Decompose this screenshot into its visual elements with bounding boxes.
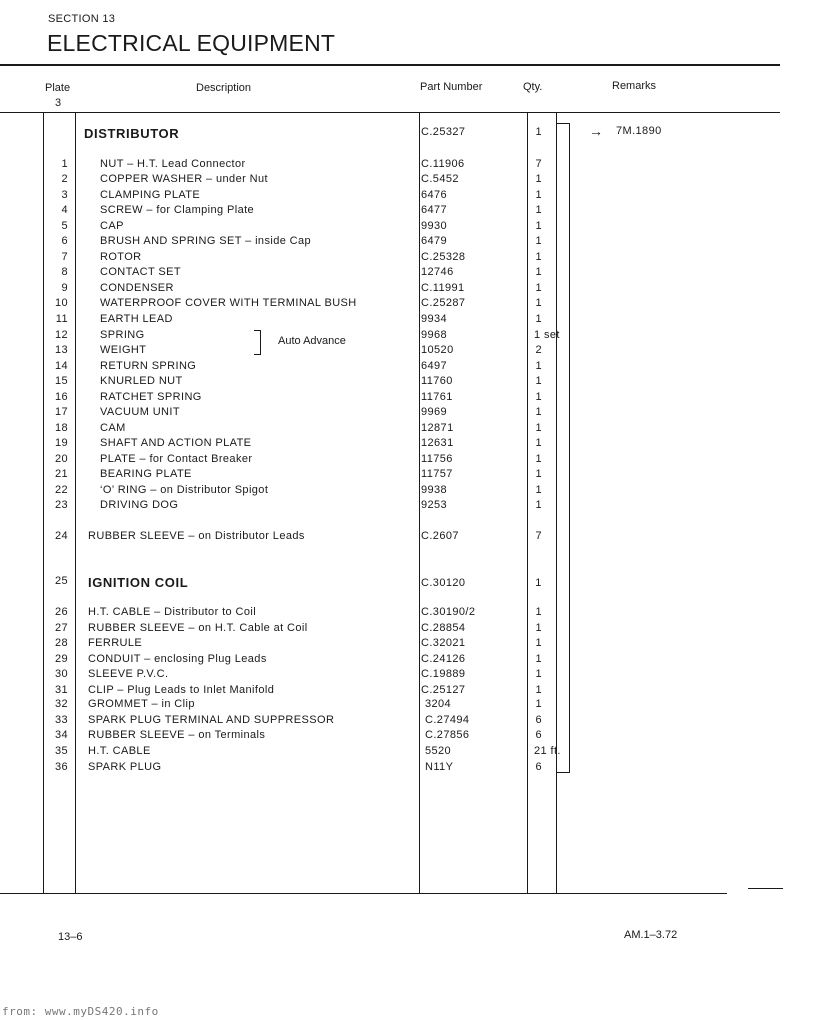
plate-number: 17 — [54, 406, 68, 418]
plate-number: 21 — [54, 468, 68, 480]
remark-arrow: → — [589, 123, 603, 139]
table-row — [0, 499, 816, 514]
plate-number: 2 — [61, 173, 68, 185]
table-row — [0, 344, 816, 359]
plate-number: 30 — [54, 668, 68, 680]
plate-number: 11 — [55, 313, 68, 325]
header-description: Description — [196, 82, 252, 94]
plate-number: 4 — [61, 204, 68, 216]
plate-number: 31 — [54, 684, 68, 696]
header-plate: Plate — [45, 82, 71, 94]
table-row — [0, 668, 816, 683]
part-number: 6476 — [421, 189, 448, 201]
plate-number: 22 — [54, 484, 68, 496]
part-qty: 1 — [535, 173, 542, 185]
part-qty: 1 — [535, 622, 542, 634]
part-number: C.11991 — [421, 282, 465, 294]
part-description: WEIGHT — [100, 344, 147, 356]
part-number: C.5452 — [421, 173, 459, 185]
plate-number: 5 — [61, 220, 68, 232]
part-description: CONDUIT – enclosing Plug Leads — [88, 653, 267, 665]
plate-number: 16 — [54, 391, 68, 403]
table-row — [0, 251, 816, 266]
table-row — [0, 698, 816, 713]
part-number: 10520 — [421, 344, 454, 356]
part-qty: 1 — [535, 484, 542, 496]
header-remarks: Remarks — [612, 80, 657, 92]
part-qty: 1 — [535, 453, 542, 465]
table-row — [0, 220, 816, 235]
part-description: SHAFT AND ACTION PLATE — [100, 437, 252, 449]
table-row — [0, 622, 816, 637]
table-row — [0, 297, 816, 312]
table-row — [0, 530, 816, 545]
part-qty: 1 — [535, 422, 542, 434]
table-row — [0, 158, 816, 173]
part-description: RUBBER SLEEVE – on Distributor Leads — [88, 530, 305, 542]
table-row — [0, 266, 816, 281]
part-number: C.28854 — [421, 622, 466, 634]
part-description: CAP — [100, 220, 124, 232]
plate-number: 27 — [54, 622, 68, 634]
plate-number: 19 — [54, 437, 68, 449]
plate-number: 34 — [54, 729, 68, 741]
plate-number: 1 — [61, 158, 68, 170]
part-number: C.25127 — [421, 684, 466, 696]
part-qty: 1 — [535, 251, 542, 263]
table-row — [0, 422, 816, 437]
part-description: SPARK PLUG TERMINAL AND SUPPRESSOR — [88, 714, 335, 726]
plate-number: 32 — [54, 698, 68, 710]
plate-number: 6 — [61, 235, 68, 247]
part-description: DRIVING DOG — [100, 499, 179, 511]
part-description: SPRING — [100, 329, 145, 341]
part-qty: 7 — [535, 158, 542, 170]
part-qty: 1 — [535, 606, 542, 618]
part-qty: 1 — [535, 406, 542, 418]
part-number: C.24126 — [421, 653, 466, 665]
table-row — [0, 684, 816, 699]
table-row — [0, 468, 816, 483]
part-number: 9968 — [421, 329, 448, 341]
part-description: BRUSH AND SPRING SET – inside Cap — [100, 235, 312, 247]
part-qty: 7 — [535, 530, 542, 542]
part-qty: 1 — [535, 266, 542, 278]
part-description: FERRULE — [88, 637, 143, 649]
part-description: PLATE – for Contact Breaker — [100, 453, 253, 465]
table-row — [0, 189, 816, 204]
table-row — [0, 729, 816, 744]
watermark: from: www.myDS420.info — [2, 1005, 159, 1018]
remark-text: 7M.1890 — [616, 125, 662, 137]
plate-number: 35 — [54, 745, 68, 757]
part-number: C.25328 — [421, 251, 466, 263]
top-rule — [0, 64, 780, 66]
part-number: C.27494 — [425, 714, 470, 726]
part-description: RUBBER SLEEVE – on Terminals — [88, 729, 266, 741]
part-number: N11Y — [425, 761, 454, 773]
part-description: ROTOR — [100, 251, 142, 263]
table-row — [0, 575, 816, 590]
group-heading-distributor-values — [0, 126, 816, 141]
table-row — [0, 282, 816, 297]
plate-number: 13 — [54, 344, 68, 356]
amendment-code: AM.1–3.72 — [624, 929, 678, 941]
table-row — [0, 637, 816, 652]
bottom-rule — [0, 893, 727, 894]
part-description: CONTACT SET — [100, 266, 181, 278]
part-qty: 1 — [535, 668, 542, 680]
table-row — [0, 391, 816, 406]
part-description: VACUUM UNIT — [100, 406, 180, 418]
table-row — [0, 453, 816, 468]
part-number: 12746 — [421, 266, 454, 278]
group-description: DISTRIBUTOR — [84, 126, 180, 141]
plate-number: 20 — [54, 453, 68, 465]
part-description: CAM — [100, 422, 126, 434]
part-qty: 1 — [535, 637, 542, 649]
part-number: 9930 — [421, 220, 448, 232]
part-number: 6497 — [421, 360, 448, 372]
part-qty: 1 — [535, 653, 542, 665]
part-number: 9969 — [421, 406, 448, 418]
part-number: 11756 — [421, 453, 453, 465]
plate-number: 28 — [54, 637, 68, 649]
part-number: 6479 — [421, 235, 448, 247]
plate-number: 9 — [61, 282, 68, 294]
part-qty: 1 — [535, 282, 542, 294]
plate-number: 23 — [54, 499, 68, 511]
part-description: RATCHET SPRING — [100, 391, 202, 403]
plate-number: 29 — [54, 653, 68, 665]
part-qty: 1 — [535, 189, 542, 201]
plate-number: 3 — [61, 189, 68, 201]
part-description: COPPER WASHER – under Nut — [100, 173, 268, 185]
plate-number: 7 — [61, 251, 68, 263]
part-number: C.11906 — [421, 158, 465, 170]
part-number: C.2607 — [421, 530, 459, 542]
table-row — [0, 375, 816, 390]
part-number: 5520 — [425, 745, 452, 757]
part-number: C.25287 — [421, 297, 466, 309]
part-description: BEARING PLATE — [100, 468, 192, 480]
plate-number: 24 — [54, 530, 68, 542]
part-description: GROMMET – in Clip — [88, 698, 195, 710]
part-qty: 1 — [535, 577, 542, 589]
table-row — [0, 745, 816, 760]
part-description: RETURN SPRING — [100, 360, 197, 372]
part-number: 6477 — [421, 204, 448, 216]
part-description: SPARK PLUG — [88, 761, 162, 773]
part-qty: 1 — [535, 375, 542, 387]
part-description: RUBBER SLEEVE – on H.T. Cable at Coil — [88, 622, 308, 634]
group-qty: 1 — [535, 126, 542, 138]
table-row — [0, 761, 816, 776]
part-qty: 1 — [535, 297, 542, 309]
section-label: SECTION 13 — [48, 13, 116, 25]
part-number: C.32021 — [421, 637, 466, 649]
part-qty: 1 — [535, 220, 542, 232]
part-number: C.30190/2 — [421, 606, 476, 618]
part-description: EARTH LEAD — [100, 313, 173, 325]
plate-number: 12 — [54, 329, 68, 341]
part-number: 12631 — [421, 437, 454, 449]
part-description: NUT – H.T. Lead Connector — [100, 158, 246, 170]
part-description: WATERPROOF COVER WITH TERMINAL BUSH — [100, 297, 357, 309]
part-description: H.T. CABLE — [88, 745, 151, 757]
part-description: IGNITION COIL — [88, 575, 189, 590]
table-row — [0, 606, 816, 621]
plate-number: 8 — [61, 266, 68, 278]
group-part-number: C.25327 — [421, 126, 466, 138]
part-number: 3204 — [425, 698, 452, 710]
part-number: C.19889 — [421, 668, 466, 680]
part-description: KNURLED NUT — [100, 375, 183, 387]
part-qty: 1 — [535, 360, 542, 372]
part-qty: 21 ft. — [534, 745, 561, 757]
part-number: 9934 — [421, 313, 448, 325]
table-row — [0, 714, 816, 729]
plate-number: 26 — [54, 606, 68, 618]
part-qty: 1 — [535, 698, 542, 710]
table-row — [0, 653, 816, 668]
part-description: CLAMPING PLATE — [100, 189, 201, 201]
table-row — [0, 360, 816, 375]
table-row — [0, 484, 816, 499]
part-qty: 1 set — [534, 329, 560, 341]
part-description: SCREW – for Clamping Plate — [100, 204, 255, 216]
table-row — [0, 437, 816, 452]
part-qty: 1 — [535, 468, 542, 480]
table-row — [0, 406, 816, 421]
plate-number: 14 — [54, 360, 68, 372]
table-row — [0, 235, 816, 250]
plate-number: 36 — [54, 761, 68, 773]
table-row — [0, 204, 816, 219]
part-number: 9938 — [421, 484, 448, 496]
part-number: 12871 — [421, 422, 454, 434]
part-description: H.T. CABLE – Distributor to Coil — [88, 606, 257, 618]
part-description: CONDENSER — [100, 282, 174, 294]
part-number: 9253 — [421, 499, 448, 511]
plate-number: 15 — [54, 375, 68, 387]
part-qty: 1 — [535, 204, 542, 216]
header-plate-number: 3 — [55, 97, 62, 109]
auto-advance-bracket — [254, 330, 261, 355]
page-number: 13–6 — [58, 931, 83, 943]
table-row — [0, 173, 816, 188]
part-qty: 6 — [535, 714, 542, 726]
part-description: ‘O’ RING – on Distributor Spigot — [100, 484, 269, 496]
part-qty: 6 — [535, 729, 542, 741]
part-number: C.30120 — [421, 577, 466, 589]
table-row — [0, 313, 816, 328]
header-part-number: Part Number — [420, 81, 483, 93]
table-row — [0, 329, 816, 344]
part-qty: 2 — [535, 344, 542, 356]
part-qty: 1 — [535, 499, 542, 511]
bottom-rule-right — [748, 888, 783, 889]
part-number: 11760 — [421, 375, 453, 387]
part-number: 11761 — [421, 391, 453, 403]
plate-number: 10 — [54, 297, 68, 309]
plate-number: 25 — [54, 575, 68, 587]
header-qty: Qty. — [523, 81, 543, 93]
plate-number: 33 — [54, 714, 68, 726]
part-qty: 6 — [535, 761, 542, 773]
part-number: 11757 — [421, 468, 453, 480]
page-title: ELECTRICAL EQUIPMENT — [47, 30, 336, 56]
part-description: CLIP – Plug Leads to Inlet Manifold — [88, 684, 275, 696]
plate-number: 18 — [54, 422, 68, 434]
auto-advance-note: Auto Advance — [278, 335, 346, 347]
part-description: SLEEVE P.V.C. — [88, 668, 169, 680]
part-qty: 1 — [535, 313, 542, 325]
part-number: C.27856 — [425, 729, 470, 741]
part-qty: 1 — [535, 235, 542, 247]
header-rule — [0, 112, 780, 113]
part-qty: 1 — [535, 391, 542, 403]
part-qty: 1 — [535, 684, 542, 696]
part-qty: 1 — [535, 437, 542, 449]
